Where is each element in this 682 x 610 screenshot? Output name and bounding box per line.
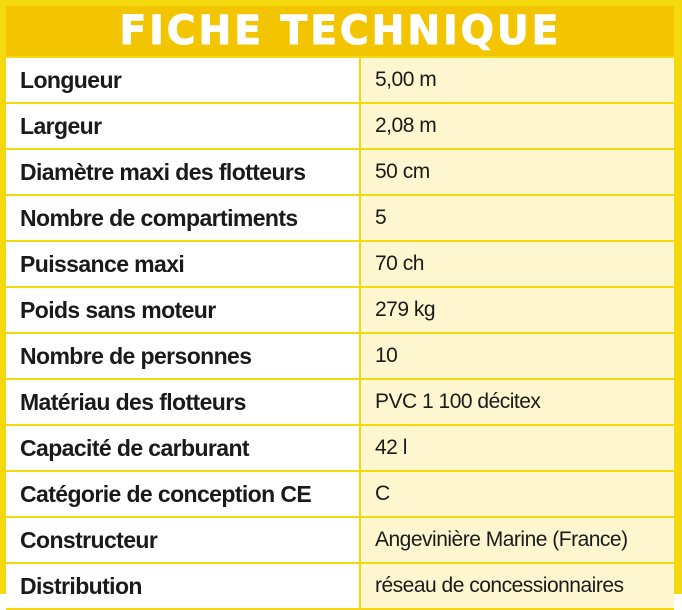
spec-label: Diamètre maxi des flotteurs bbox=[6, 150, 361, 196]
spec-row-puissance bbox=[6, 242, 674, 288]
spec-header bbox=[6, 6, 674, 56]
spec-value: 50 cm bbox=[361, 150, 674, 196]
spec-label: Nombre de personnes bbox=[6, 334, 361, 380]
spec-value: 42 l bbox=[361, 426, 674, 472]
spec-row-distribution bbox=[6, 564, 674, 610]
spec-value: 70 ch bbox=[361, 242, 674, 288]
spec-row-materiau bbox=[6, 380, 674, 426]
spec-label: Poids sans moteur bbox=[6, 288, 361, 334]
spec-label: Largeur bbox=[6, 104, 361, 150]
spec-value: 2,08 m bbox=[361, 104, 674, 150]
spec-value: réseau de concessionnaires bbox=[361, 564, 674, 610]
spec-label: Puissance maxi bbox=[6, 242, 361, 288]
spec-label: Constructeur bbox=[6, 518, 361, 564]
spec-value: 279 kg bbox=[361, 288, 674, 334]
spec-value: 5 bbox=[361, 196, 674, 242]
spec-row-largeur bbox=[6, 104, 674, 150]
spec-row-constructeur bbox=[6, 518, 674, 564]
spec-value: 10 bbox=[361, 334, 674, 380]
spec-row-diametre bbox=[6, 150, 674, 196]
spec-label: Distribution bbox=[6, 564, 361, 610]
spec-row-personnes bbox=[6, 334, 674, 380]
spec-value: PVC 1 100 décitex bbox=[361, 380, 674, 426]
spec-label: Nombre de compartiments bbox=[6, 196, 361, 242]
spec-row-longueur bbox=[6, 58, 674, 104]
spec-label: Capacité de carburant bbox=[6, 426, 361, 472]
spec-value: Angevinière Marine (France) bbox=[361, 518, 674, 564]
spec-row-categorie bbox=[6, 472, 674, 518]
spec-row-poids bbox=[6, 288, 674, 334]
spec-table bbox=[6, 58, 674, 610]
spec-value: C bbox=[361, 472, 674, 518]
spec-value: 5,00 m bbox=[361, 58, 674, 104]
spec-label: Catégorie de conception CE bbox=[6, 472, 361, 518]
spec-label: Longueur bbox=[6, 58, 361, 104]
spec-row-compartiments bbox=[6, 196, 674, 242]
spec-row-carburant bbox=[6, 426, 674, 472]
spec-label: Matériau des flotteurs bbox=[6, 380, 361, 426]
spec-title: FICHE TECHNIQUE bbox=[119, 8, 561, 54]
